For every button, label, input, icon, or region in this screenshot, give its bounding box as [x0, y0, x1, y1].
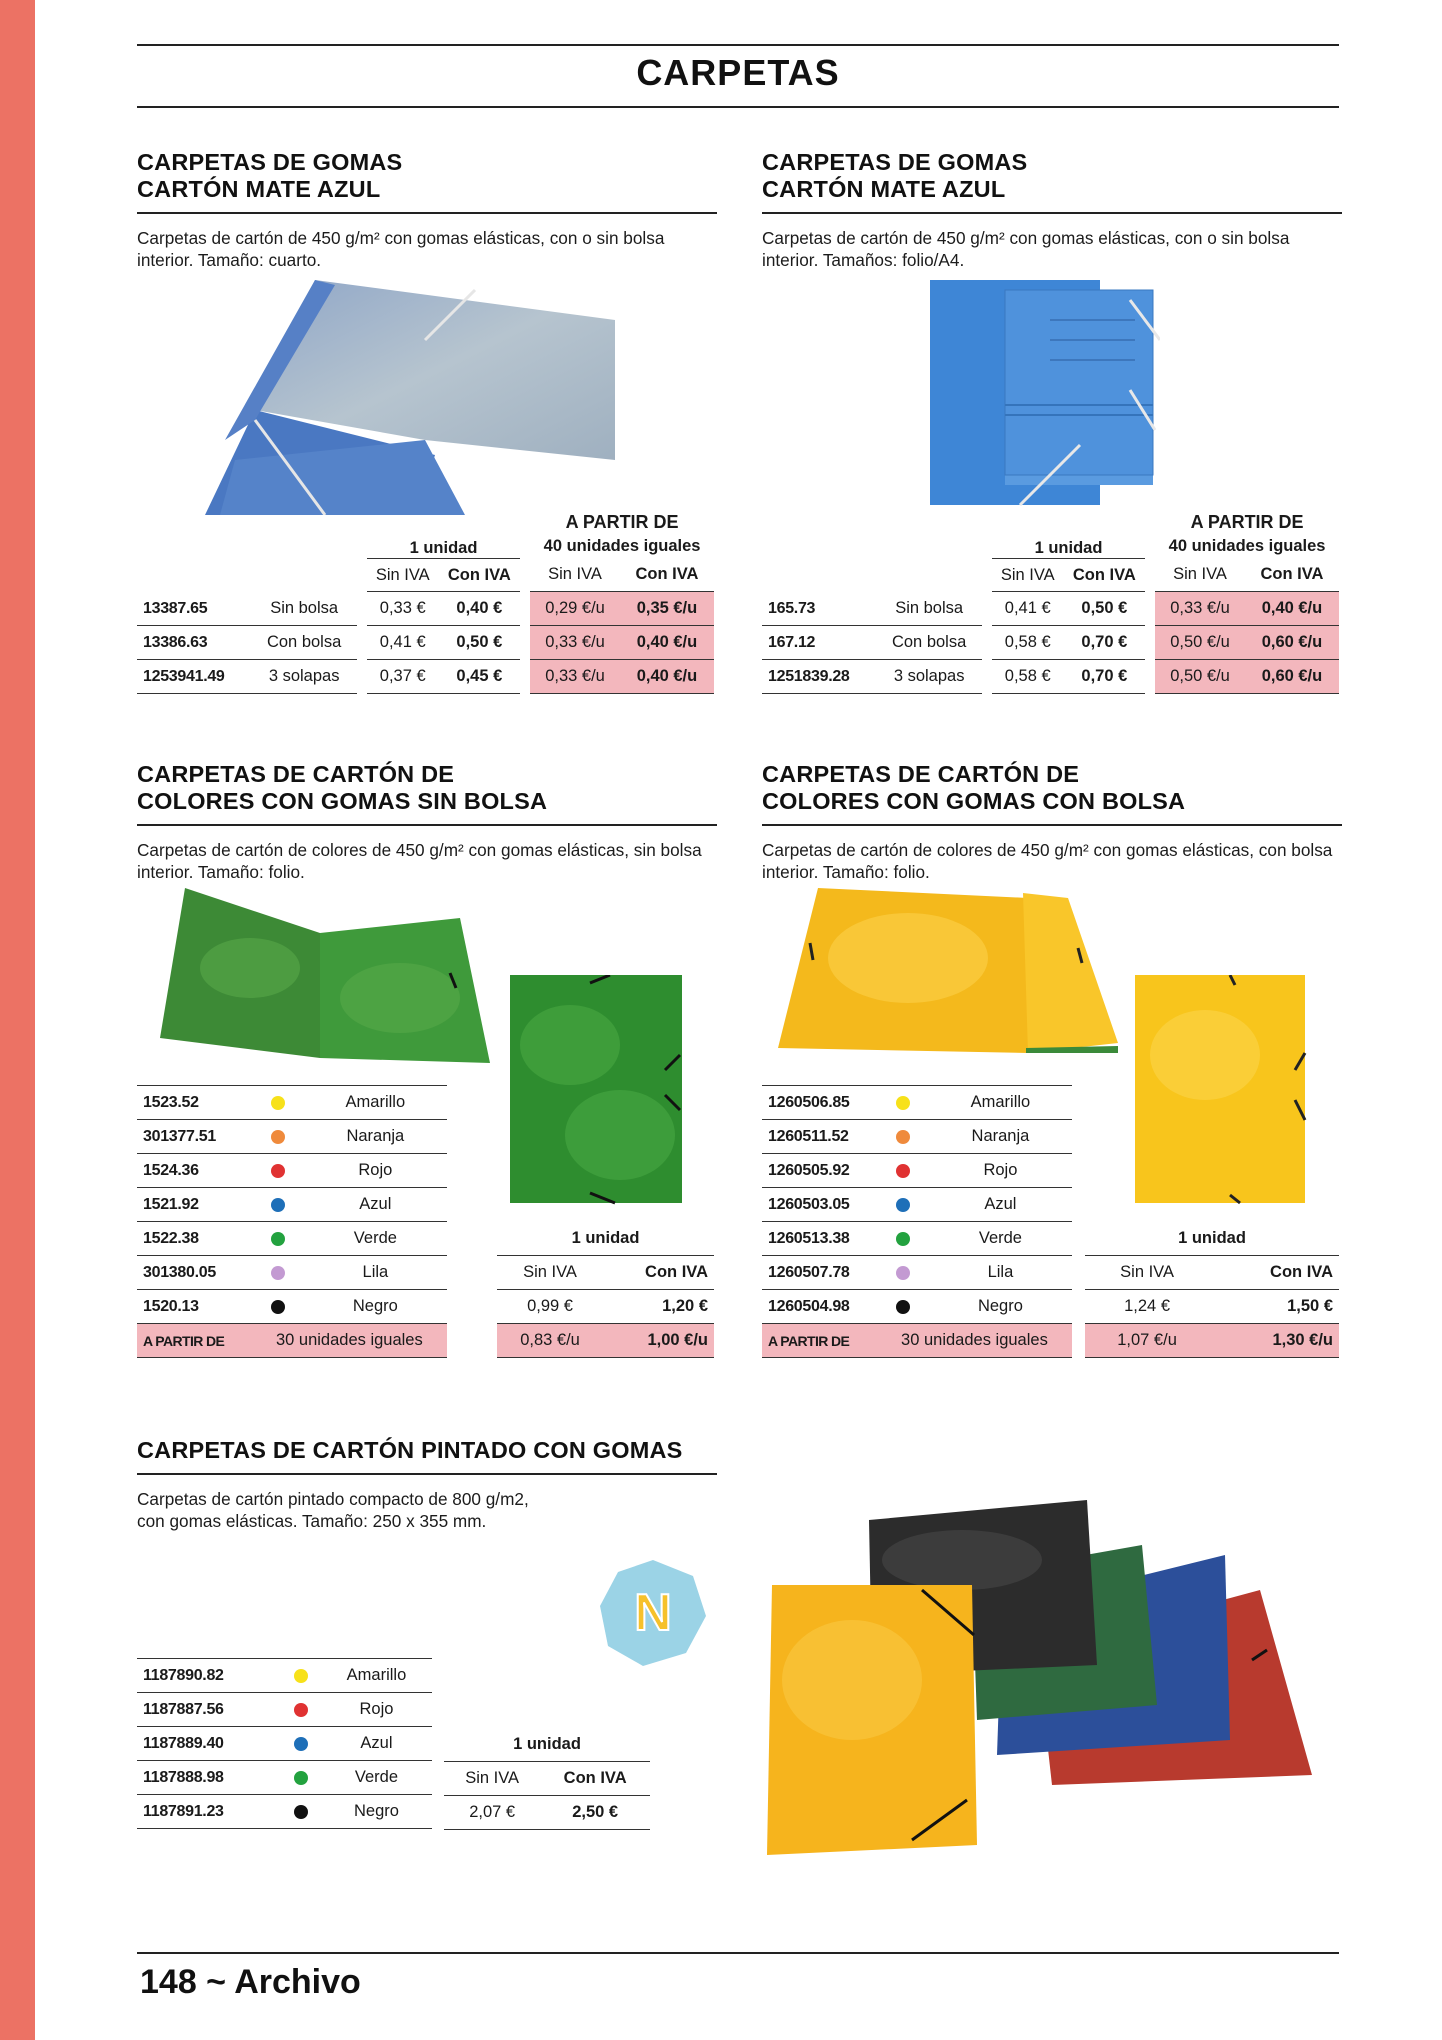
section-description: Carpetas de cartón de colores de 450 g/m² con gomas elásticas, sin bolsa interior. Tamaño: folio.	[137, 840, 702, 882]
product-variant: Con bolsa	[876, 626, 982, 660]
product-code: 1520.13	[137, 1290, 252, 1324]
table-row	[762, 1256, 1072, 1290]
section-carpetas-gomas-cuarto	[137, 149, 717, 271]
col-40-unidades	[1155, 510, 1339, 558]
product-code: 1521.92	[137, 1188, 252, 1222]
color-name: Rojo	[304, 1154, 447, 1188]
color-dot-green	[271, 1232, 285, 1246]
blue-folder-folio-image	[930, 280, 1160, 510]
table-row	[762, 1154, 1072, 1188]
col-1-unidad: 1 unidad	[497, 1222, 714, 1256]
price-40-con-iva: 0,40 €/u	[620, 626, 714, 660]
green-folder-closed-image	[510, 975, 685, 1205]
col-1-unidad: 1 unidad	[1034, 539, 1103, 557]
price-con-iva: 2,50 €	[540, 1796, 650, 1830]
header-40-unidades: 40 unidades iguales	[1168, 537, 1326, 555]
color-dot-orange	[896, 1130, 910, 1144]
header-con-iva: Con IVA	[1209, 1256, 1339, 1290]
product-code: 1187889.40	[137, 1727, 281, 1761]
header-sin-iva: Sin IVA	[530, 558, 620, 592]
color-name: Negro	[321, 1795, 432, 1829]
header-40-unidades: 40 unidades iguales	[543, 537, 701, 555]
table-row	[137, 660, 714, 694]
product-code: 1187890.82	[137, 1659, 281, 1693]
header-con-iva: Con IVA	[439, 558, 521, 592]
section-title-line1: CARPETAS DE CARTÓN DE	[137, 761, 455, 787]
price-table-s2	[762, 510, 1339, 694]
color-name: Negro	[929, 1290, 1072, 1324]
price-30-con-iva: 1,00 €/u	[603, 1324, 714, 1358]
header-con-iva: Con IVA	[603, 1256, 714, 1290]
price-table-s5	[444, 1728, 650, 1830]
price-sin-iva: 2,07 €	[444, 1796, 540, 1830]
color-dot-black	[294, 1805, 308, 1819]
price-table-s3	[497, 1222, 714, 1358]
page-edge-tab	[0, 0, 35, 2040]
page-footer: 148 ~ Archivo	[140, 1963, 361, 2001]
section-description	[137, 1488, 717, 1532]
price-40-con-iva: 0,60 €/u	[1245, 660, 1339, 694]
product-code: 301377.51	[137, 1120, 252, 1154]
color-table-s4	[762, 1085, 1072, 1358]
product-code: 1524.36	[137, 1154, 252, 1188]
color-dot-blue	[896, 1198, 910, 1212]
color-name: Naranja	[304, 1120, 447, 1154]
section-title	[762, 761, 1342, 826]
price-con-iva: 0,70 €	[1064, 626, 1146, 660]
price-sin-iva: 0,99 €	[497, 1290, 603, 1324]
yellow-folder-closed-image	[1135, 975, 1310, 1205]
section-title	[762, 149, 1342, 214]
section-colores-sin-bolsa	[137, 761, 717, 883]
color-name: Rojo	[929, 1154, 1072, 1188]
section-title-line2: COLORES CON GOMAS CON BOLSA	[762, 788, 1186, 814]
table-row	[137, 1659, 432, 1693]
table-row	[762, 1222, 1072, 1256]
apartir-label: A PARTIR DE	[762, 1324, 877, 1358]
price-con-iva: 1,20 €	[603, 1290, 714, 1324]
blue-folder-quarto-image	[195, 280, 625, 515]
price-40-con-iva: 0,40 €/u	[1245, 592, 1339, 626]
price-con-iva: 0,50 €	[439, 626, 521, 660]
color-dot-yellow	[271, 1096, 285, 1110]
color-name: Lila	[304, 1256, 447, 1290]
table-row	[762, 1290, 1072, 1324]
price-sin-iva: 1,24 €	[1085, 1290, 1209, 1324]
price-40-sin-iva: 0,33 €/u	[530, 660, 620, 694]
price-30-sin-iva: 1,07 €/u	[1085, 1324, 1209, 1358]
header-apartir-de: A PARTIR DE	[1190, 512, 1304, 532]
table-row	[137, 1727, 432, 1761]
color-dot-blue	[271, 1198, 285, 1212]
color-dot-green	[294, 1771, 308, 1785]
color-dot-black	[896, 1300, 910, 1314]
table-row	[137, 1188, 447, 1222]
color-name: Amarillo	[321, 1659, 432, 1693]
section-title-line2: CARTÓN MATE AZUL	[762, 176, 1006, 202]
description-line2: con gomas elásticas. Tamaño: 250 x 355 mm.	[137, 1511, 487, 1531]
col-1-unidad: 1 unidad	[409, 539, 478, 557]
product-code: 1260504.98	[762, 1290, 877, 1324]
section-title-line2: COLORES CON GOMAS SIN BOLSA	[137, 788, 548, 814]
description-line1: Carpetas de cartón pintado compacto de 800 g/m2,	[137, 1489, 529, 1509]
col-1-unidad: 1 unidad	[1085, 1222, 1339, 1256]
price-con-iva: 0,50 €	[1064, 592, 1146, 626]
section-description: Carpetas de cartón de 450 g/m² con gomas elásticas, con o sin bolsa interior. Tamaños: folio/A4.	[762, 228, 1290, 270]
product-code: 1260507.78	[762, 1256, 877, 1290]
header-con-iva: Con IVA	[540, 1762, 650, 1796]
price-con-iva: 1,50 €	[1209, 1290, 1339, 1324]
price-40-sin-iva: 0,50 €/u	[1155, 626, 1245, 660]
product-code: 1187891.23	[137, 1795, 281, 1829]
section-colores-con-bolsa	[762, 761, 1342, 883]
product-code: 1187887.56	[137, 1693, 281, 1727]
table-row	[137, 1761, 432, 1795]
page-title: CARPETAS	[636, 52, 840, 93]
table-row	[762, 1188, 1072, 1222]
price-40-sin-iva: 0,33 €/u	[1155, 592, 1245, 626]
apartir-description: 30 unidades iguales	[252, 1324, 447, 1358]
table-row	[137, 1795, 432, 1829]
table-row	[137, 626, 714, 660]
section-description: Carpetas de cartón de colores de 450 g/m² con gomas elásticas, con bolsa interior. Tamaño: folio.	[762, 840, 1333, 882]
product-variant: Sin bolsa	[251, 592, 357, 626]
color-name: Verde	[321, 1761, 432, 1795]
section-title	[137, 761, 717, 826]
color-name: Amarillo	[929, 1086, 1072, 1120]
color-name: Rojo	[321, 1693, 432, 1727]
color-dot-red	[294, 1703, 308, 1717]
footer-rule	[137, 1952, 1339, 1954]
color-name: Amarillo	[304, 1086, 447, 1120]
apartir-description: 30 unidades iguales	[877, 1324, 1072, 1358]
table-row	[137, 1120, 447, 1154]
table-row	[137, 1256, 447, 1290]
color-dot-black	[271, 1300, 285, 1314]
section-title	[137, 149, 717, 214]
header-apartir-de: A PARTIR DE	[565, 512, 679, 532]
product-code: 1523.52	[137, 1086, 252, 1120]
section-description: Carpetas de cartón de 450 g/m² con gomas elásticas, con o sin bolsa interior. Tamaño: cuarto.	[137, 228, 665, 270]
yellow-folder-open-image	[778, 888, 1118, 1053]
header-con-iva: Con IVA	[620, 558, 714, 592]
section-carpetas-gomas-folio	[762, 149, 1342, 271]
color-dot-green	[896, 1232, 910, 1246]
product-code: 13386.63	[137, 626, 251, 660]
price-40-sin-iva: 0,29 €/u	[530, 592, 620, 626]
col-40-unidades	[530, 510, 714, 558]
product-code: 301380.05	[137, 1256, 252, 1290]
product-code: 1260506.85	[762, 1086, 877, 1120]
table-row	[762, 592, 1339, 626]
product-variant: Con bolsa	[251, 626, 357, 660]
color-name: Azul	[304, 1188, 447, 1222]
color-name: Verde	[304, 1222, 447, 1256]
color-dot-yellow	[896, 1096, 910, 1110]
price-sin-iva: 0,33 €	[367, 592, 439, 626]
header-sin-iva: Sin IVA	[1085, 1256, 1209, 1290]
col-1-unidad: 1 unidad	[444, 1728, 650, 1762]
price-sin-iva: 0,58 €	[992, 660, 1064, 694]
section-title-line1: CARPETAS DE GOMAS	[137, 149, 403, 175]
product-code: 13387.65	[137, 592, 251, 626]
price-30-con-iva: 1,30 €/u	[1209, 1324, 1339, 1358]
table-row	[762, 1120, 1072, 1154]
section-title: CARPETAS DE CARTÓN PINTADO CON GOMAS	[137, 1437, 717, 1475]
price-40-con-iva: 0,40 €/u	[620, 660, 714, 694]
price-30-sin-iva: 0,83 €/u	[497, 1324, 603, 1358]
table-row	[137, 1154, 447, 1188]
color-dot-yellow	[294, 1669, 308, 1683]
price-40-con-iva: 0,60 €/u	[1245, 626, 1339, 660]
color-name: Verde	[929, 1222, 1072, 1256]
product-code: 1260513.38	[762, 1222, 877, 1256]
table-row-apartir	[137, 1324, 447, 1358]
color-dot-orange	[271, 1130, 285, 1144]
product-code: 1522.38	[137, 1222, 252, 1256]
new-badge-letter: N	[634, 1584, 672, 1642]
header-rule-bottom	[137, 106, 1339, 108]
price-con-iva: 0,40 €	[439, 592, 521, 626]
product-code: 1260503.05	[762, 1188, 877, 1222]
color-name: Azul	[929, 1188, 1072, 1222]
color-name: Negro	[304, 1290, 447, 1324]
price-sin-iva: 0,41 €	[367, 626, 439, 660]
header-sin-iva: Sin IVA	[497, 1256, 603, 1290]
header-sin-iva: Sin IVA	[367, 558, 439, 592]
section-title-line1: CARPETAS DE GOMAS	[762, 149, 1028, 175]
price-40-sin-iva: 0,50 €/u	[1155, 660, 1245, 694]
header-con-iva: Con IVA	[1064, 558, 1146, 592]
section-title-line2: CARTÓN MATE AZUL	[137, 176, 381, 202]
product-code: 1260505.92	[762, 1154, 877, 1188]
price-sin-iva: 0,58 €	[992, 626, 1064, 660]
price-table-s4	[1085, 1222, 1339, 1358]
product-code: 165.73	[762, 592, 876, 626]
price-sin-iva: 0,41 €	[992, 592, 1064, 626]
product-code: 1251839.28	[762, 660, 876, 694]
price-con-iva: 0,70 €	[1064, 660, 1146, 694]
header-sin-iva: Sin IVA	[1155, 558, 1245, 592]
header-sin-iva: Sin IVA	[992, 558, 1064, 592]
table-row	[762, 1086, 1072, 1120]
color-table-s5	[137, 1658, 432, 1829]
section-title-line1: CARPETAS DE CARTÓN DE	[762, 761, 1080, 787]
table-row	[137, 1290, 447, 1324]
product-variant: 3 solapas	[251, 660, 357, 694]
price-40-con-iva: 0,35 €/u	[620, 592, 714, 626]
color-dot-red	[271, 1164, 285, 1178]
price-40-sin-iva: 0,33 €/u	[530, 626, 620, 660]
table-row	[137, 592, 714, 626]
table-row	[762, 660, 1339, 694]
header-rule-top	[137, 44, 1339, 46]
color-name: Naranja	[929, 1120, 1072, 1154]
product-code: 1253941.49	[137, 660, 251, 694]
product-code: 1260511.52	[762, 1120, 877, 1154]
apartir-label: A PARTIR DE	[137, 1324, 252, 1358]
color-table-s3	[137, 1085, 447, 1358]
color-name: Lila	[929, 1256, 1072, 1290]
table-row-apartir	[762, 1324, 1072, 1358]
color-dot-blue	[294, 1737, 308, 1751]
color-dot-red	[896, 1164, 910, 1178]
table-row	[137, 1693, 432, 1727]
header-sin-iva: Sin IVA	[444, 1762, 540, 1796]
table-row	[137, 1086, 447, 1120]
color-name: Azul	[321, 1727, 432, 1761]
color-dot-lilac	[271, 1266, 285, 1280]
price-table-s1	[137, 510, 714, 694]
header-con-iva: Con IVA	[1245, 558, 1339, 592]
product-code: 1187888.98	[137, 1761, 281, 1795]
green-folder-open-image	[160, 888, 495, 1068]
product-code: 167.12	[762, 626, 876, 660]
price-sin-iva: 0,37 €	[367, 660, 439, 694]
table-row	[137, 1222, 447, 1256]
product-variant: 3 solapas	[876, 660, 982, 694]
price-con-iva: 0,45 €	[439, 660, 521, 694]
section-carton-pintado	[137, 1437, 717, 1532]
painted-folders-image	[762, 1500, 1312, 1860]
product-variant: Sin bolsa	[876, 592, 982, 626]
color-dot-lilac	[896, 1266, 910, 1280]
new-badge-icon	[598, 1558, 708, 1673]
table-row	[762, 626, 1339, 660]
